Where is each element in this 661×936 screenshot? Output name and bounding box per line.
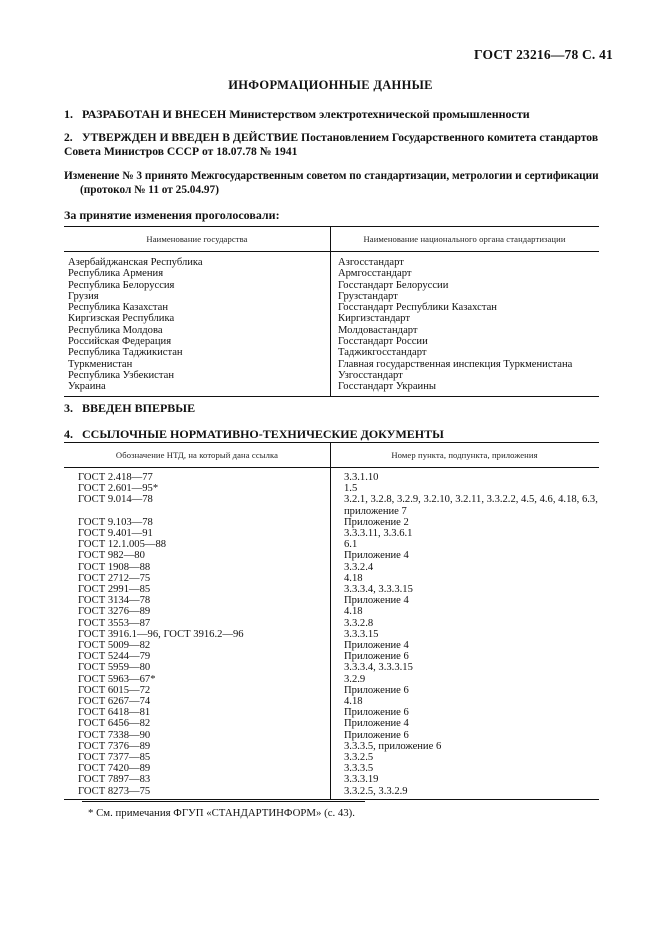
change-notice bbox=[64, 169, 604, 197]
state-name: Азербайджанская Республика bbox=[68, 257, 203, 268]
clause-number: Приложение 4 bbox=[344, 550, 409, 562]
footnote-rule bbox=[82, 801, 365, 802]
section-2 bbox=[64, 131, 604, 159]
document-designation: ГОСТ 12.1.005—88 bbox=[78, 539, 167, 551]
document-designation: ГОСТ 2.418—77 bbox=[78, 472, 153, 483]
section-3 bbox=[64, 401, 604, 415]
section-2-line2: Совета Министров СССР от 18.07.78 № 1941 bbox=[64, 145, 298, 158]
change-notice-line2: (протокол № 11 от 25.04.97) bbox=[80, 184, 219, 196]
table-row bbox=[64, 718, 599, 729]
section-1-number: 1. bbox=[64, 107, 73, 121]
clause-number: Приложение 6 bbox=[344, 684, 409, 696]
state-name: Республика Молдова bbox=[68, 324, 163, 336]
document-designation: ГОСТ 6267—74 bbox=[78, 696, 151, 708]
table-row bbox=[64, 539, 599, 550]
document-designation: ГОСТ 9.401—91 bbox=[78, 528, 153, 540]
state-name: Киргизская Республика bbox=[68, 313, 175, 325]
clause-number: 3.3.1.10 bbox=[344, 472, 379, 483]
references-table bbox=[64, 442, 599, 800]
clause-number: 3.3.3.5 bbox=[344, 763, 374, 775]
clause-number: 3.3.2.4 bbox=[344, 561, 374, 573]
standards-body-name: Госстандарт Белоруссии bbox=[338, 279, 449, 291]
clause-number: Приложение 2 bbox=[344, 516, 409, 528]
clause-number: 6.1 bbox=[344, 539, 358, 551]
table-row bbox=[64, 618, 599, 629]
standards-body-name: Узгосстандарт bbox=[338, 369, 403, 381]
clause-number: 3.3.3.11, 3.3.6.1 bbox=[344, 528, 413, 540]
clause-number: 3.3.3.19 bbox=[344, 774, 379, 786]
clause-number: 3.2.9 bbox=[344, 673, 366, 685]
standards-body-name: Грузстандарт bbox=[338, 290, 398, 302]
table-row bbox=[64, 730, 599, 741]
clause-number: 3.3.3.4, 3.3.3.15 bbox=[344, 584, 413, 596]
clause-number: Приложение 4 bbox=[344, 640, 409, 652]
clause-number: Приложение 4 bbox=[344, 718, 409, 730]
clause-number: Приложение 6 bbox=[344, 651, 409, 663]
standards-body-column bbox=[330, 257, 599, 393]
state-name: Грузия bbox=[68, 290, 99, 302]
page-title: ИНФОРМАЦИОННЫЕ ДАННЫЕ bbox=[228, 78, 433, 92]
section-1-text: РАЗРАБОТАН И ВНЕСЕН Министерством электротехнической промышленности bbox=[82, 107, 530, 121]
document-designation: ГОСТ 9.103—78 bbox=[78, 516, 153, 528]
document-designation: ГОСТ 3553—87 bbox=[78, 617, 151, 629]
standards-body-name: Главная государственная инспекция Туркменистана bbox=[338, 358, 573, 370]
standards-body-name: Госстандарт России bbox=[338, 336, 428, 348]
column-divider bbox=[330, 443, 331, 799]
table-row bbox=[64, 741, 599, 752]
document-designation: ГОСТ 7376—89 bbox=[78, 740, 151, 752]
section-2-line1: УТВЕРЖДЕН И ВВЕДЕН В ДЕЙСТВИЕ Постановлением Государственного комитета стандартов bbox=[82, 131, 599, 144]
table-row bbox=[64, 640, 599, 651]
state-name: Республика Армения bbox=[68, 268, 164, 280]
state-name: Украина bbox=[68, 381, 106, 393]
clause-number: 4.18 bbox=[344, 572, 363, 584]
voting-table-header bbox=[64, 227, 599, 252]
table-row bbox=[64, 517, 599, 528]
section-4-text: ССЫЛОЧНЫЕ НОРМАТИВНО-ТЕХНИЧЕСКИЕ ДОКУМЕНТЫ bbox=[82, 427, 444, 441]
document-designation: ГОСТ 5009—82 bbox=[78, 640, 151, 652]
header-state: Наименование государства bbox=[146, 234, 248, 244]
table-row bbox=[64, 494, 599, 516]
standards-body-name: Госстандарт Республики Казахстан bbox=[338, 302, 497, 314]
clause-number: 1.5 bbox=[344, 483, 358, 495]
table-row bbox=[64, 786, 599, 797]
clause-number: 3.3.2.8 bbox=[344, 617, 374, 629]
table-row bbox=[64, 662, 599, 673]
document-designation: ГОСТ 2712—75 bbox=[78, 572, 151, 584]
clause-number: 3.2.1, 3.2.8, 3.2.9, 3.2.10, 3.2.11, 3.3.2.2, 4.5, 4.6, 4.18, 6.3, приложение 7 bbox=[344, 494, 598, 517]
state-name: Республика Узбекистан bbox=[68, 369, 175, 381]
header-standards-body: Наименование национального органа стандартизации bbox=[363, 234, 566, 244]
standards-body-name: Киргизстандарт bbox=[338, 313, 410, 325]
document-designation: ГОСТ 7338—90 bbox=[78, 729, 151, 741]
clause-number: Приложение 6 bbox=[344, 729, 409, 741]
clause-number: 3.3.3.15 bbox=[344, 628, 379, 640]
document-designation: ГОСТ 6015—72 bbox=[78, 684, 151, 696]
table-row bbox=[64, 696, 599, 707]
document-designation: ГОСТ 6456—82 bbox=[78, 718, 151, 730]
clause-number: Приложение 4 bbox=[344, 595, 409, 607]
document-designation: ГОСТ 8273—75 bbox=[78, 785, 151, 797]
document-designation: ГОСТ 6418—81 bbox=[78, 707, 151, 719]
column-divider bbox=[330, 227, 331, 396]
clause-number: 3.3.2.5 bbox=[344, 752, 374, 764]
section-2-number: 2. bbox=[64, 131, 73, 144]
state-name: Туркменистан bbox=[68, 358, 133, 370]
footnote: * См. примечания ФГУП «СТАНДАРТИНФОРМ» (с. 43). bbox=[88, 807, 355, 819]
document-designation: ГОСТ 5963—67* bbox=[78, 673, 156, 685]
state-name: Российская Федерация bbox=[68, 336, 172, 348]
state-column bbox=[64, 257, 330, 393]
document-designation: ГОСТ 3276—89 bbox=[78, 606, 151, 618]
table-row bbox=[64, 573, 599, 584]
standards-body-name: Молдовастандарт bbox=[338, 324, 418, 336]
section-3-text: ВВЕДЕН ВПЕРВЫЕ bbox=[82, 401, 196, 415]
voting-table-body bbox=[64, 252, 599, 396]
clause-number: 3.3.3.5, приложение 6 bbox=[344, 740, 442, 752]
document-designation: ГОСТ 5959—80 bbox=[78, 662, 151, 674]
state-name: Республика Таджикистан bbox=[68, 347, 183, 359]
document-designation: ГОСТ 9.014—78 bbox=[78, 494, 153, 506]
document-designation: ГОСТ 3916.1—96, ГОСТ 3916.2—96 bbox=[78, 628, 244, 640]
clause-number: 3.3.3.4, 3.3.3.15 bbox=[344, 662, 413, 674]
section-4-number: 4. bbox=[64, 427, 73, 441]
header-clause: Номер пункта, подпункта, приложения bbox=[391, 450, 538, 460]
table-row bbox=[64, 472, 599, 483]
standards-body-name: Армгосстандарт bbox=[338, 268, 412, 280]
document-designation: ГОСТ 3134—78 bbox=[78, 595, 151, 607]
table-row bbox=[64, 584, 599, 595]
page-header: ГОСТ 23216—78 С. 41 bbox=[474, 47, 613, 62]
document-designation: ГОСТ 2.601—95* bbox=[78, 483, 159, 495]
clause-number: Приложение 6 bbox=[344, 707, 409, 719]
table-row bbox=[64, 651, 599, 662]
table-row bbox=[64, 483, 599, 494]
table-row bbox=[64, 595, 599, 606]
table-row bbox=[64, 707, 599, 718]
document-designation: ГОСТ 982—80 bbox=[78, 550, 145, 562]
header-document: Обозначение НТД, на который дана ссылка bbox=[115, 450, 279, 460]
document-designation: ГОСТ 7420—89 bbox=[78, 763, 151, 775]
standards-body-name: Азгосстандарт bbox=[338, 257, 404, 268]
section-3-number: 3. bbox=[64, 401, 73, 415]
references-table-body bbox=[64, 468, 599, 799]
vote-heading: За принятие изменения проголосовали: bbox=[64, 208, 280, 222]
document-designation: ГОСТ 1908—88 bbox=[78, 561, 151, 573]
table-row bbox=[64, 763, 599, 774]
table-row bbox=[64, 752, 599, 763]
section-1 bbox=[64, 107, 604, 121]
change-notice-line1: Изменение № 3 принято Межгосударственным советом по стандартизации, метрологии и сертификации bbox=[64, 170, 599, 182]
table-row bbox=[64, 528, 599, 539]
table-row bbox=[64, 685, 599, 696]
document-designation: ГОСТ 7377—85 bbox=[78, 752, 151, 764]
document-designation: ГОСТ 7897—83 bbox=[78, 774, 151, 786]
voting-table bbox=[64, 226, 599, 397]
clause-number: 4.18 bbox=[344, 606, 363, 618]
table-row bbox=[64, 674, 599, 685]
table-row bbox=[64, 606, 599, 617]
references-table-header bbox=[64, 443, 599, 468]
section-4 bbox=[64, 427, 604, 441]
document-designation: ГОСТ 2991—85 bbox=[78, 584, 151, 596]
table-row bbox=[64, 774, 599, 785]
table-row bbox=[64, 562, 599, 573]
standards-body-name: Госстандарт Украины bbox=[338, 381, 436, 393]
table-row bbox=[64, 629, 599, 640]
state-name: Республика Белоруссия bbox=[68, 279, 175, 291]
clause-number: 4.18 bbox=[344, 696, 363, 708]
clause-number: 3.3.2.5, 3.3.2.9 bbox=[344, 785, 408, 797]
state-name: Республика Казахстан bbox=[68, 302, 169, 314]
document-designation: ГОСТ 5244—79 bbox=[78, 651, 151, 663]
standards-body-name: Таджикгосстандарт bbox=[338, 347, 427, 359]
table-row bbox=[64, 550, 599, 561]
